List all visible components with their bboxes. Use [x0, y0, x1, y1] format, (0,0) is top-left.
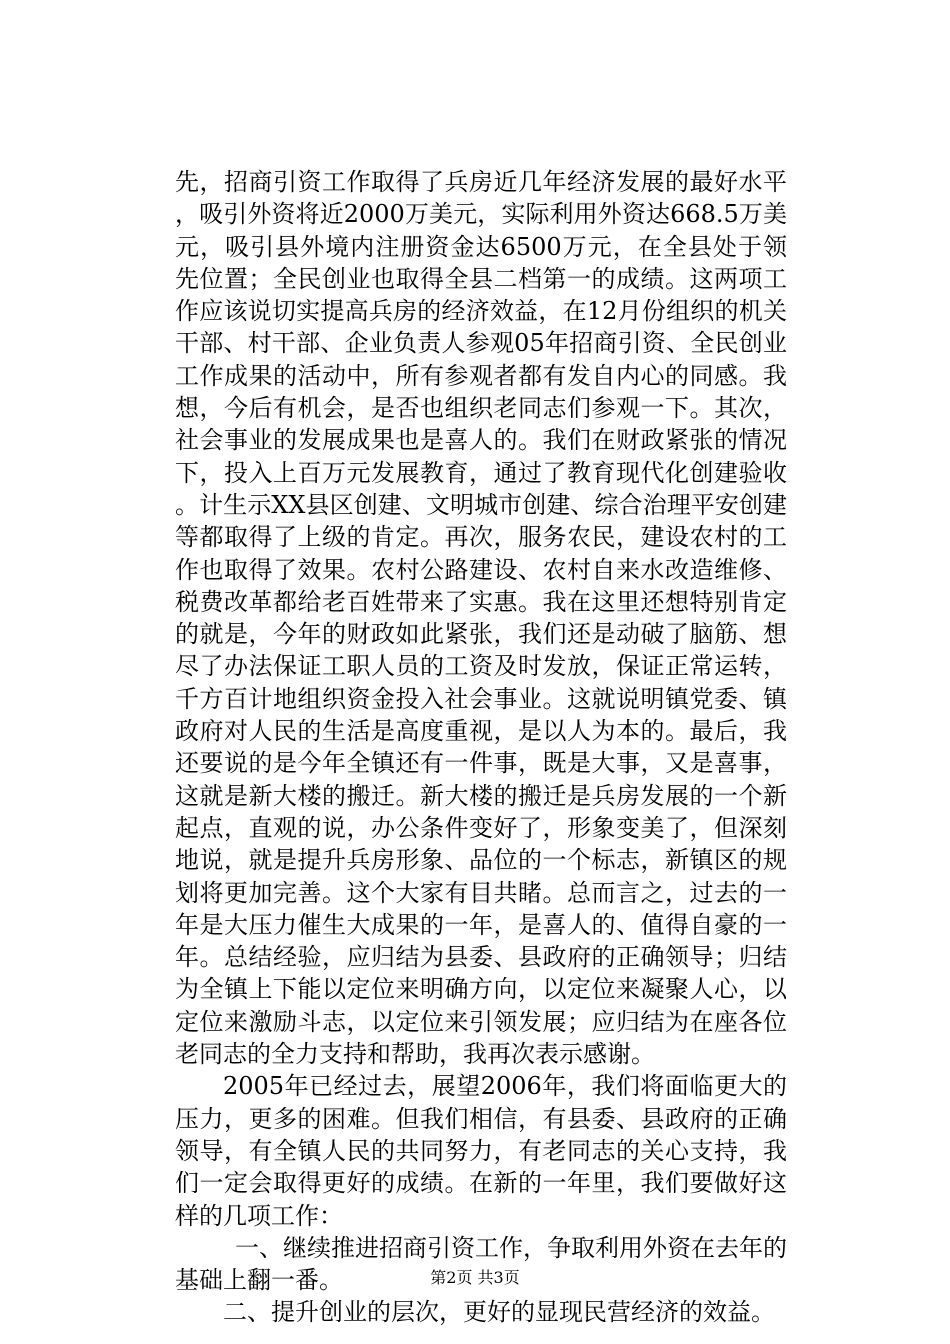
paragraph-outlook: 2005年已经过去，展望2006年，我们将面临更大的压力，更多的困难。但我们相信，有县委、县政府的正确领导，有全镇人民的共同努力，有老同志的关心支持，我们一定会取得更好的成绩。在新的一年里，我们要做好这样的几项工作： — [175, 1072, 787, 1230]
page-number-footer: 第2页 共3页 — [430, 1268, 520, 1287]
paragraph-task-1: 一、继续推进招商引资工作，争取利用外资在去年的基础上翻一番。 — [175, 1233, 787, 1295]
paragraph-task-2: 二、提升创业的层次，更好的显现民营经济的效益。 — [223, 1298, 775, 1327]
document-body — [175, 166, 787, 1329]
paragraph-continuation: 先，招商引资工作取得了兵房近几年经济发展的最好水平，吸引外资将近2000万美元，实际利用外资达668.5万美元，吸引县外境内注册资金达6500万元，在全县处于领先位置；全民创业也取得全县二档第一的成绩。这两项工作应该说切实提高兵房的经济效益，在12月份组织的机关干部、村干部、企业负责人参观05年招商引资、全民创业工作成果的活动中，所有参观者都有发自内心的同感。我想，今后有机会，是否也组织老同志们参观一下。其次，社会事业的发展成果也是喜人的。我们在财政紧张的情况下，投入上百万元发展教育，通过了教育现代化创建验收。计生示XX县区创建、文明城市创建、综合治理平安创建等都取得了上级的肯定。再次，服务农民，建设农村的工作也取得了效果。农村公路建设、农村自来水改造维修、税费改革都给老百姓带来了实惠。我在这里还想特别肯定的就是，今年的财政如此紧张，我们还是动破了脑筋、想尽了办法保证工职人员的工资及时发放，保证正常运转，千方百计地组织资金投入社会事业。这就说明镇党委、镇政府对人民的生活是高度重视，是以人为本的。最后，我还要说的是今年全镇还有一件事，既是大事，又是喜事，这就是新大楼的搬迁。新大楼的搬迁是兵房发展的一个新起点，直观的说，办公条件变好了，形象变美了，但深刻地说，就是提升兵房形象、品位的一个标志，新镇区的规划将更加完善。这个大家有目共睹。总而言之，过去的一年是大压力催生大成果的一年，是喜人的、值得自豪的一年。总结经验，应归结为县委、县政府的正确领导；归结为全镇上下能以定位来明确方向，以定位来凝聚人心，以定位来激励斗志，以定位来引领发展；应归结为在座各位老同志的全力支持和帮助，我再次表示感谢。 — [175, 168, 787, 1069]
